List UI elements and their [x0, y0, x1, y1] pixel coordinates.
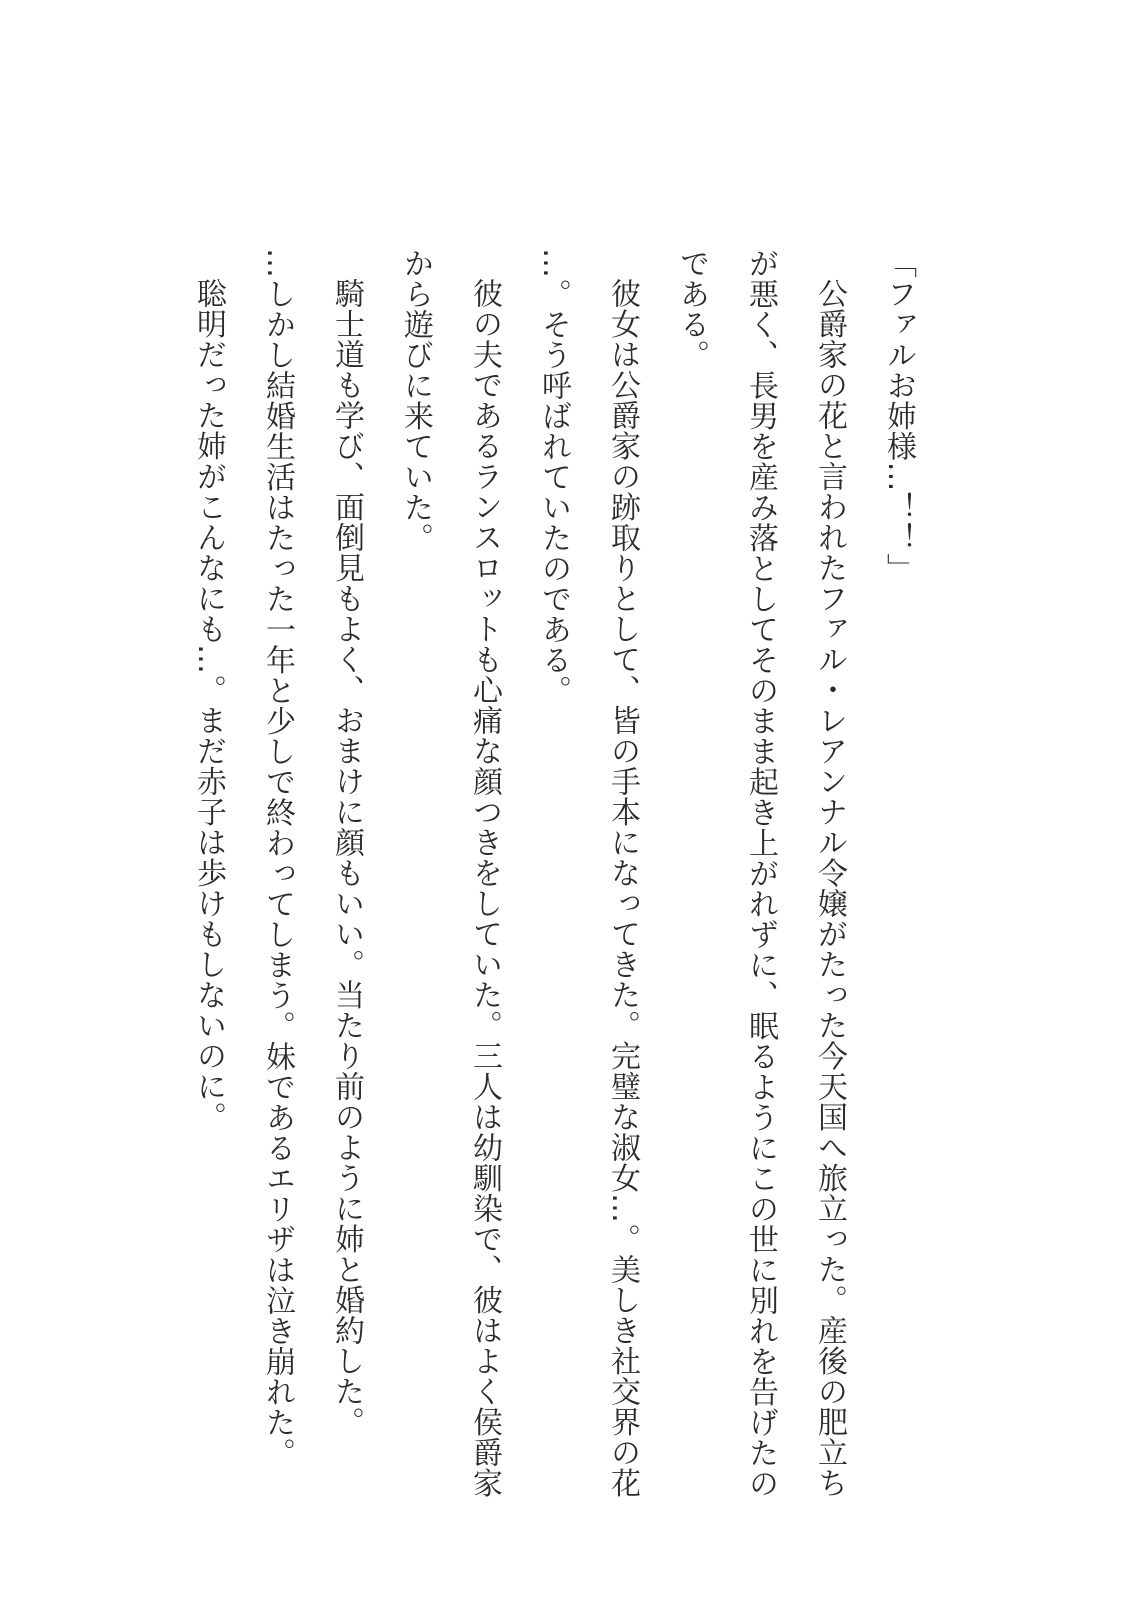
text-line: …。そう呼ばれていたのである。 [536, 248, 571, 706]
text-line-dialogue: 「ファルお姉様…！！」 [881, 248, 916, 584]
text-line: 聡明だった姉がこんなにも…。まだ赤子は歩けもしないのに。 [191, 278, 226, 1132]
text-line: が悪く、長男を産み落としてそのまま起き上がれずに、眠るようにこの世に別れを告げたの [743, 248, 778, 1499]
text-line: 彼女は公爵家の跡取りとして、皆の手本になってきた。完璧な淑女…。美しき社交界の花 [605, 278, 640, 1498]
vertical-text-body [155, 248, 916, 1499]
text-line: …しかし結婚生活はたった一年と少しで終わってしまう。妹であるエリザは泣き崩れた。 [260, 248, 295, 1468]
text-line: から遊びに来ていた。 [398, 248, 433, 553]
text-line: である。 [674, 248, 709, 370]
text-line: 彼の夫であるランスロットも心痛な顔つきをしていた。三人は幼馴染で、彼はよく侯爵家 [467, 278, 502, 1498]
text-line: 公爵家の花と言われたファル・レアンナル令嬢がたった今天国へ旅立った。産後の肥立ち [812, 278, 847, 1498]
text-line: 騎士道も学び、面倒見もよく、おまけに顔もいい。当たり前のように姉と婚約した。 [329, 278, 364, 1437]
